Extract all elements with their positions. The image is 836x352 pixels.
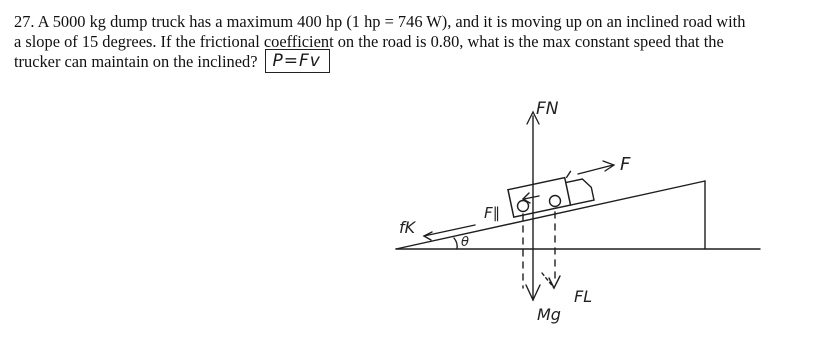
incline-surface xyxy=(396,181,705,249)
label-fk: fK xyxy=(399,218,416,237)
truck-block xyxy=(507,168,594,217)
problem-line-2: a slope of 15 degrees. If the frictional coefficient on the road is 0.80, what is the max constant speed that the xyxy=(14,32,724,51)
wheel-front xyxy=(550,196,561,207)
label-f: F xyxy=(620,154,631,175)
label-fl: FL xyxy=(574,287,593,306)
problem-line-3-text: trucker can maintain on the inclined? xyxy=(14,52,258,71)
wheel-rear xyxy=(518,201,529,212)
label-fn: FN xyxy=(536,99,559,119)
angle-arc xyxy=(454,238,457,249)
label-fparallel: F∥ xyxy=(484,204,501,222)
label-mg: Mg xyxy=(537,305,561,324)
problem-line-1: 27. A 5000 kg dump truck has a maximum 400 hp (1 hp = 746 W), and it is moving up on an inclined road with xyxy=(14,12,746,31)
formula-box: P=Fv xyxy=(265,49,329,73)
label-theta: θ xyxy=(461,235,469,250)
